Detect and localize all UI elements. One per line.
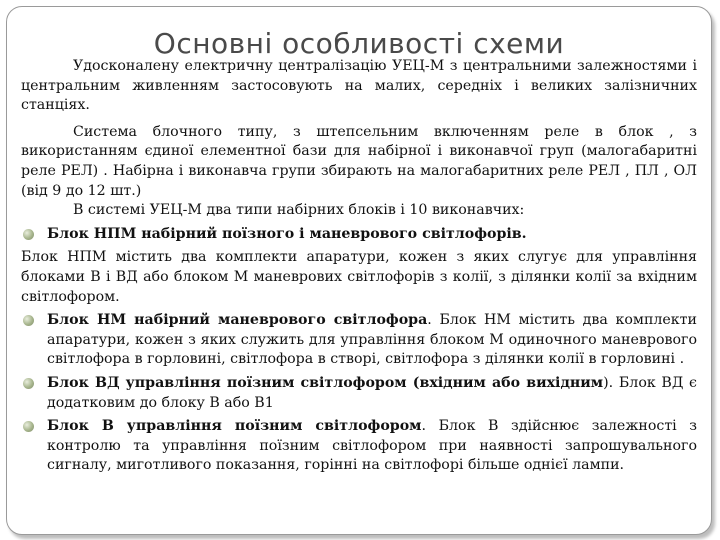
slide — [6, 6, 712, 535]
list-item-vd-text: ). Блок ВД є додатковим до блоку В або В1 — [47, 374, 698, 411]
paragraph-block-types: В системі УЕЦ-М два типи набірних блоків і 10 виконавчих: — [73, 202, 525, 219]
list-item-npm — [21, 225, 697, 245]
list-item-nm-text: . Блок НМ містить два комплекти апаратури, кожен з яких служить для управління блоком М одиночного маневрового світлофора в горловині, світлофора в створі, світлофора з ділянки колії в горловині . — [47, 312, 697, 368]
list-item-vd-heading: Блок ВД управління поїзним світлофором (вхідним або вихідним — [47, 374, 604, 391]
bullet-icon — [23, 315, 34, 326]
bullet-icon — [23, 421, 34, 432]
paragraph-intro: Удосконалену електричну централізацію УЕЦ-М з центральними залежностями і центральним живленням застосовують на малих, середніх і великих залізничних станціях. — [21, 58, 697, 114]
paragraph-system-type: Система блочного типу, з штепсельним включенням реле в блок , з використанням єдиної елементної бази для набірної і виконавчої груп (малогабаритні реле РЕЛ) . Набірна і виконавча групи збирають на малогабаритних реле РЕЛ , ПЛ , ОЛ (від 9 до 12 шт.) — [21, 123, 697, 199]
bullet-icon — [23, 229, 34, 240]
bullet-icon — [23, 378, 34, 389]
list-item-nm — [21, 311, 697, 370]
list-item-v-text: . Блок В здійснює залежності з контролю та управління поїзним світлофором при наявності запрошувального сигналу, миготливого показання, горінні на світлофорі більше однієї лампи. — [47, 418, 697, 474]
list-item-v — [21, 417, 697, 476]
list-item-npm-heading: Блок НПМ набірний поїзного і маневрового світлофорів. — [47, 225, 527, 242]
list-item-v-heading: Блок В управління поїзним світлофором — [47, 418, 422, 435]
slide-body — [21, 57, 697, 476]
list-item-vd — [21, 374, 697, 413]
list-item-nm-heading: Блок НМ набірний маневрового світлофора — [47, 312, 428, 329]
slide-title: Основні особливості схеми — [153, 27, 565, 60]
paragraph-npm-description: Блок НПМ містить два комплекти апаратури, кожен з яких слугує для управління блоками В і ВД або блоком М маневрових світлофорів з колії, з ділянки колії за вхідним світлофором. — [21, 249, 697, 305]
